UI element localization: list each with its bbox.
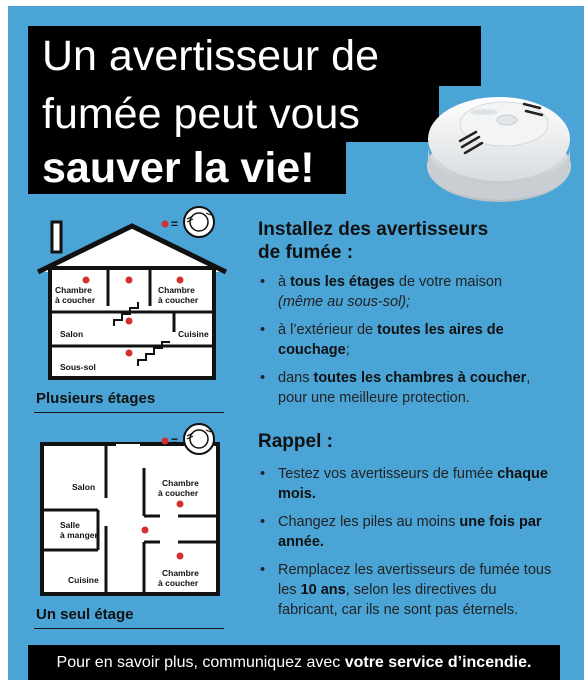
legend-equals: = <box>171 217 179 231</box>
legend-equals-2: = <box>171 434 179 448</box>
install-heading-line-2: de fumée : <box>258 242 354 263</box>
install-heading <box>258 218 488 264</box>
title-line-1: Un avertisseur de <box>28 26 481 86</box>
reminder-item-1: • Testez vos avertisseurs de fumée chaque mois. <box>260 466 548 502</box>
label-bedroom-bottom-2: à coucher <box>158 578 199 588</box>
label-basement: Sous-sol <box>60 362 96 372</box>
footer-text: Pour en savoir plus, communiquez avec <box>56 654 345 671</box>
caption-multi-storey: Plusieurs étages <box>36 390 156 407</box>
detector-legend-icon-2 <box>160 422 220 458</box>
footer-fire-service: votre service d’incendie. <box>344 654 532 671</box>
footer-banner <box>28 645 560 680</box>
caption-rule-multi <box>34 412 224 413</box>
label-dining: Salle <box>60 520 80 530</box>
reminder-list <box>258 464 558 628</box>
install-item-1: • à tous les étages de votre maison (même au sous-sol); <box>260 274 503 310</box>
label-living: Salon <box>60 329 84 339</box>
install-heading-line-1: Installez des avertisseurs <box>258 219 489 240</box>
install-item-2: • à l’extérieur de toutes les aires de couchage; <box>260 322 504 358</box>
top-margin <box>0 0 587 6</box>
label-living-single: Salon <box>72 482 96 492</box>
label-kitchen-single: Cuisine <box>68 575 99 585</box>
detector-legend-icon <box>160 203 220 239</box>
caption-rule-single <box>34 628 224 629</box>
label-bedroom-left-2: à coucher <box>55 295 96 305</box>
label-bedroom-top-2: à coucher <box>158 488 199 498</box>
smoke-detector-icon <box>424 84 574 206</box>
title-line-2: fumée peut vous <box>28 86 439 142</box>
label-bedroom-top: Chambre <box>162 478 199 488</box>
title-line-3: sauver la vie! <box>28 142 346 194</box>
reminder-item-3: • Remplacez les avertisseurs de fumée tous les 10 ans, selon les directives du fabricant, car ils ne sont pas éternels. <box>260 562 552 618</box>
label-bedroom-left: Chambre <box>55 285 92 295</box>
reminder-item-2: • Changez les piles au moins une fois par année. <box>260 514 542 550</box>
label-bedroom-right-2: à coucher <box>158 295 199 305</box>
reminder-heading: Rappel : <box>258 431 333 452</box>
label-bedroom-bottom: Chambre <box>162 568 199 578</box>
caption-single-storey: Un seul étage <box>36 606 134 623</box>
label-kitchen: Cuisine <box>178 329 209 339</box>
install-list <box>258 272 558 416</box>
install-item-3: • dans toutes les chambres à coucher, pour une meilleure protection. <box>260 370 531 406</box>
label-bedroom-right: Chambre <box>158 285 195 295</box>
label-dining-2: à manger <box>60 530 98 540</box>
single-storey-floor-plan <box>40 438 224 600</box>
